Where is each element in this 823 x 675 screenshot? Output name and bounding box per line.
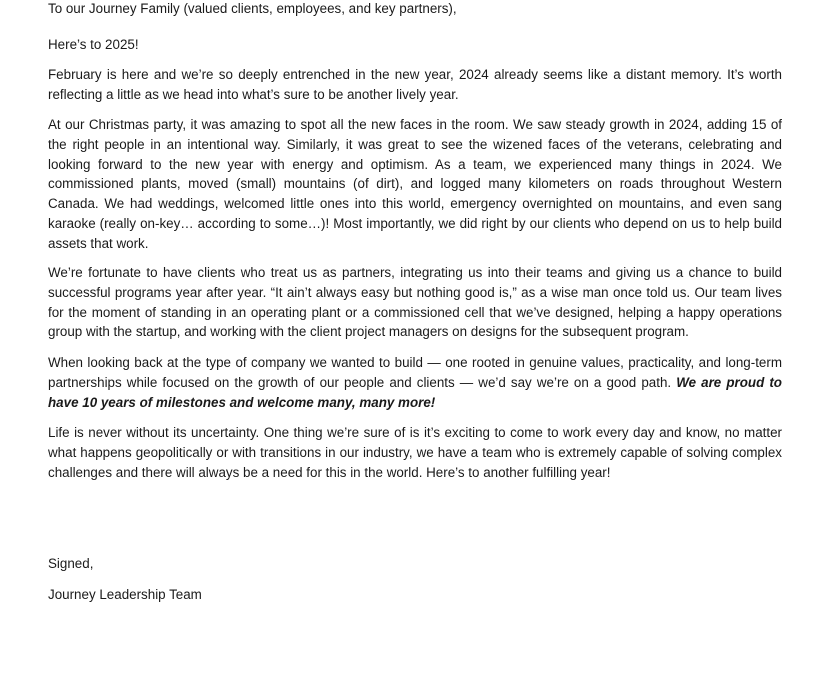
signature: Journey Leadership Team [48,587,202,602]
paragraph-4-emphasis: We are proud to have 10 years of milestones and welcome many, many more! [48,374,782,410]
paragraph-3: We’re fortunate to have clients who treat us as partners, integrating us into their teams and giving us a chance to build successful programs year after year. “It ain’t always easy but nothing good is,” as a wise man once told us. Our team lives for the moment of standing in an operating plant or a commissioned cell that we’ve designed, helping a happy operations group with the startup, and working with the client project managers on designs for the subsequent program. [48,265,782,340]
paragraph-5: Life is never without its uncertainty. One thing we’re sure of is it’s exciting to come to work every day and know, no matter what happens geopolitically or with transitions in our industry, we have a team who is extremely capable of solving complex challenges and there will always be a need for this in the world. Here’s to another fulfilling year! [48,425,782,480]
paragraph-2: At our Christmas party, it was amazing to spot all the new faces in the room. We saw steady growth in 2024, adding 15 of the right people in an intentional way. Similarly, it was great to see the wizened faces of the veterans, celebrating and looking forward to the new year with energy and optimism. As a team, we experienced many things in 2024. We commissioned plants, moved (small) mountains (of dirt), and logged many kilometers on roads throughout Western Canada. We had weddings, welcomed little ones into this world, emergency overnighted on mountains, and even sang karaoke (really on-key… according to some…)! Most importantly, we did right by our clients who depend on us to help build assets that work. [48,117,782,251]
toast-line: Here’s to 2025! [48,37,139,52]
paragraph-4-text: When looking back at the type of company we wanted to build — one rooted in genuine values, practicality, and long-term partnerships while focused on the growth of our people and clients — we’d say we’re on a good path. [48,355,782,390]
paragraph-1: February is here and we’re so deeply entrenched in the new year, 2024 already seems like a distant memory. It’s worth reflecting a little as we head into what’s sure to be another lively year. [48,67,782,102]
closing: Signed, [48,556,94,571]
salutation: To our Journey Family (valued clients, employees, and key partners), [48,1,457,16]
paragraph-4 [48,353,782,412]
